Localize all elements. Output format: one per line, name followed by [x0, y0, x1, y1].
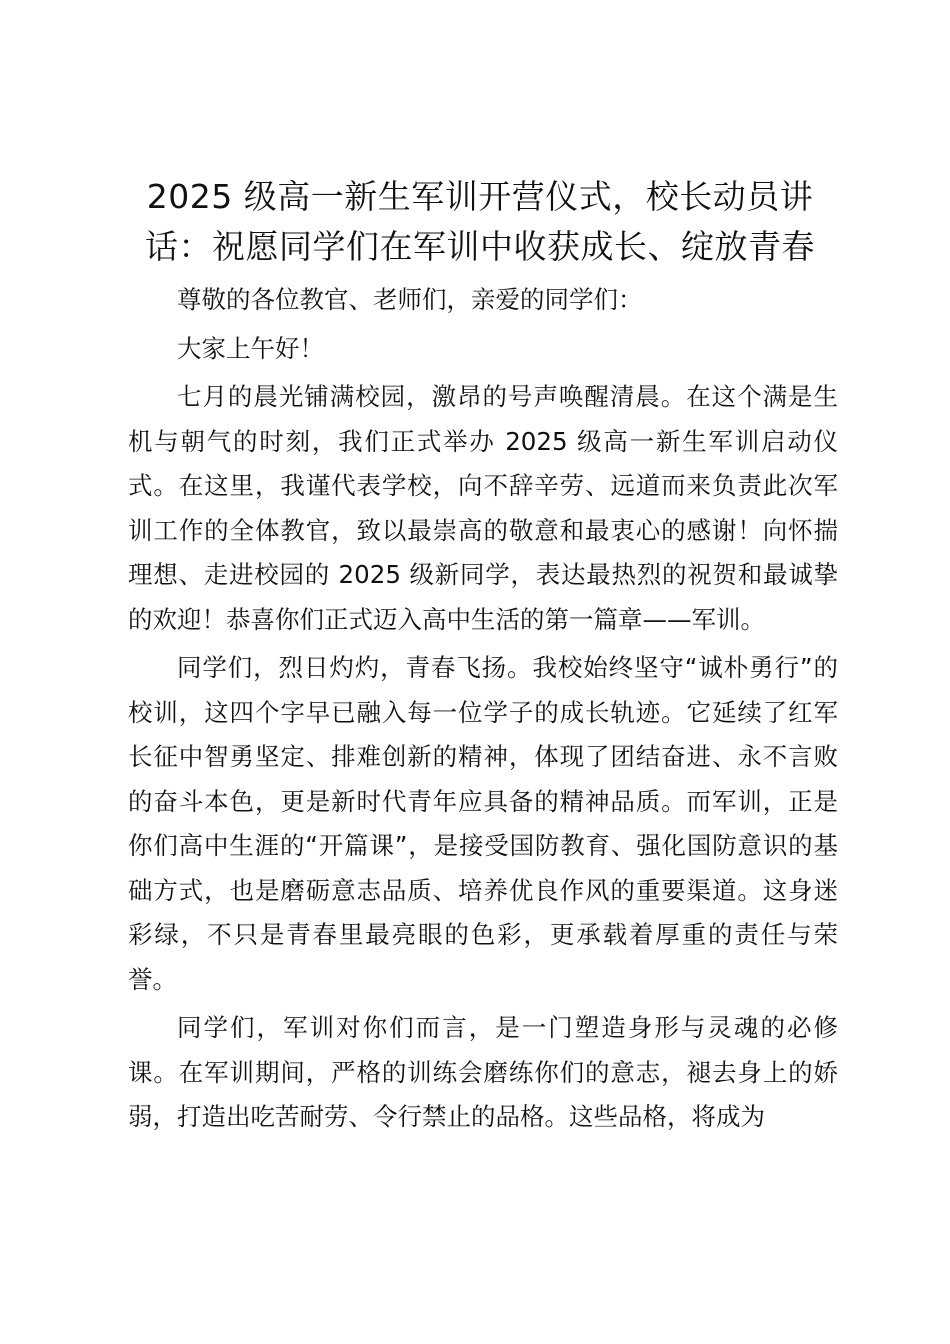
document-title: 2025 级高一新生军训开营仪式，校长动员讲话：祝愿同学们在军训中收获成长、绽放青春	[145, 177, 815, 266]
salutation-paragraph: 尊敬的各位教官、老师们，亲爱的同学们：	[177, 285, 643, 314]
document-body	[128, 278, 838, 1140]
greeting-paragraph: 大家上午好！	[177, 333, 324, 363]
body-paragraph: 七月的晨光铺满校园，激昂的号声唤醒清晨。在这个满是生机与朝气的时刻，我们正式举办 2025 级高一新生军训启动仪式。在这里，我谨代表学校，向不辞辛劳、远道而来负责此次军训工作的全体教官，致以最崇高的敬意和最衷心的感谢！向怀揣理想、走进校园的 2025 级新同学，表达最热烈的祝贺和最诚挚的欢迎！恭喜你们正式迈入高中生活的第一篇章——军训。	[128, 382, 838, 634]
body-paragraph: 同学们，烈日灼灼，青春飞扬。我校始终坚守“诚朴勇行”的校训，这四个字早已融入每一位学子的成长轨迹。它延续了红军长征中智勇坚定、排难创新的精神，体现了团结奋进、永不言败的奋斗本色，更是新时代青年应具备的精神品质。而军训，正是你们高中生涯的“开篇课”，是接受国防教育、强化国防意识的基础方式，也是磨砺意志品质、培养优良作风的重要渠道。这身迷彩绿，不只是青春里最亮眼的色彩，更承载着厚重的责任与荣誉。	[128, 653, 838, 994]
body-paragraph: 同学们，军训对你们而言，是一门塑造身形与灵魂的必修课。在军训期间，严格的训练会磨练你们的意志，褪去身上的娇弱，打造出吃苦耐劳、令行禁止的品格。这些品格，将成为	[128, 1013, 838, 1131]
